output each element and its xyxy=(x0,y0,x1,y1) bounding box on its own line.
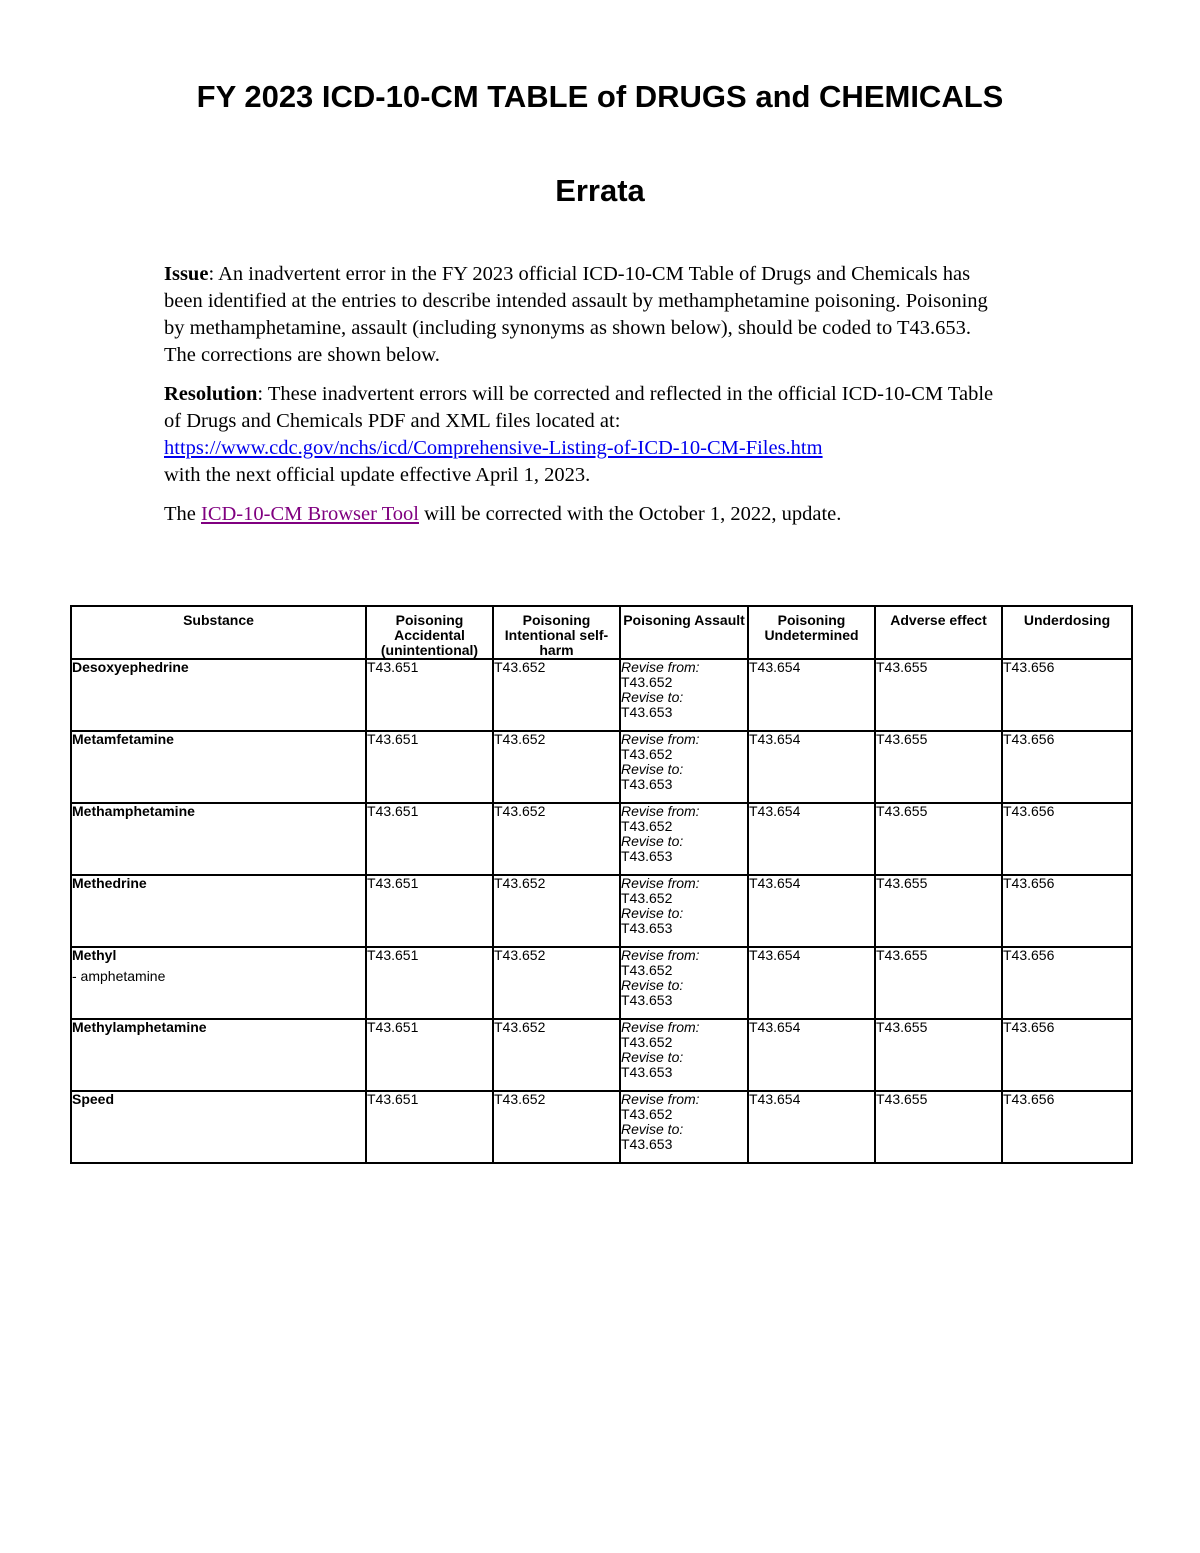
table-row xyxy=(71,1091,1132,1163)
revise-from-label: Revise from: xyxy=(621,1091,700,1107)
accidental-code: T43.651 xyxy=(366,731,493,803)
undetermined-code: T43.654 xyxy=(748,659,875,731)
header-undetermined: Poisoning Undetermined xyxy=(748,606,875,659)
table-header-row xyxy=(71,606,1132,659)
underdosing-code: T43.656 xyxy=(1002,1091,1132,1163)
substance-cell xyxy=(71,803,366,875)
revise-to-label: Revise to: xyxy=(621,905,684,921)
undetermined-code: T43.654 xyxy=(748,731,875,803)
browser-tool-link[interactable]: ICD-10-CM Browser Tool xyxy=(201,503,419,525)
assault-from-code: T43.652 xyxy=(621,962,673,978)
issue-paragraph xyxy=(164,261,1004,369)
assault-to-code: T43.653 xyxy=(621,704,673,720)
assault-to-code: T43.653 xyxy=(621,1064,673,1080)
undetermined-code: T43.654 xyxy=(748,1019,875,1091)
substance-cell xyxy=(71,947,366,1019)
header-accidental: Poisoning Accidental (unintentional) xyxy=(366,606,493,659)
adverse-effect-code: T43.655 xyxy=(875,1091,1002,1163)
header-substance: Substance xyxy=(71,606,366,659)
revise-to-label: Revise to: xyxy=(621,1049,684,1065)
accidental-code: T43.651 xyxy=(366,947,493,1019)
document-title: FY 2023 ICD-10-CM TABLE of DRUGS and CHEMICALS xyxy=(196,79,1004,114)
document-body xyxy=(164,261,1004,540)
revise-to-label: Revise to: xyxy=(621,761,684,777)
underdosing-code: T43.656 xyxy=(1002,659,1132,731)
adverse-effect-code: T43.655 xyxy=(875,875,1002,947)
assault-to-code: T43.653 xyxy=(621,776,673,792)
document-subtitle: Errata xyxy=(555,173,645,208)
assault-from-code: T43.652 xyxy=(621,746,673,762)
substance-cell xyxy=(71,731,366,803)
undetermined-code: T43.654 xyxy=(748,803,875,875)
table-row xyxy=(71,947,1132,1019)
assault-from-code: T43.652 xyxy=(621,674,673,690)
assault-revision-cell xyxy=(620,659,748,731)
resolution-paragraph xyxy=(164,381,1004,489)
browser-note-paragraph xyxy=(164,501,1004,528)
substance-cell xyxy=(71,1091,366,1163)
accidental-code: T43.651 xyxy=(366,1019,493,1091)
assault-to-code: T43.653 xyxy=(621,920,673,936)
substance-name: Methylamphetamine xyxy=(72,1019,207,1035)
table-row xyxy=(71,875,1132,947)
accidental-code: T43.651 xyxy=(366,803,493,875)
revise-from-label: Revise from: xyxy=(621,731,700,747)
table-row xyxy=(71,1019,1132,1091)
table-body xyxy=(71,659,1132,1163)
underdosing-code: T43.656 xyxy=(1002,947,1132,1019)
table-row xyxy=(71,659,1132,731)
revise-to-label: Revise to: xyxy=(621,977,684,993)
substance-name: Desoxyephedrine xyxy=(72,659,189,675)
adverse-effect-code: T43.655 xyxy=(875,659,1002,731)
issue-label: Issue xyxy=(164,263,209,285)
self-harm-code: T43.652 xyxy=(493,875,620,947)
header-adverse-effect: Adverse effect xyxy=(875,606,1002,659)
issue-text: : An inadvertent error in the FY 2023 official ICD-10-CM Table of Drugs and Chemicals has been identified at the entries to describe intended assault by methamphetamine poisoning. Poisoning by methamphetamine, assault (including synonyms as shown below), should be coded to T43.653. The corrections are shown below. xyxy=(164,263,988,366)
revise-from-label: Revise from: xyxy=(621,1019,700,1035)
assault-to-code: T43.653 xyxy=(621,992,673,1008)
undetermined-code: T43.654 xyxy=(748,1091,875,1163)
revise-from-label: Revise from: xyxy=(621,947,700,963)
adverse-effect-code: T43.655 xyxy=(875,803,1002,875)
self-harm-code: T43.652 xyxy=(493,659,620,731)
substance-name: Methyl xyxy=(72,947,117,963)
substance-name: Methamphetamine xyxy=(72,803,195,819)
browser-note-after: will be corrected with the October 1, 2022, update. xyxy=(418,503,842,525)
substance-cell xyxy=(71,659,366,731)
assault-from-code: T43.652 xyxy=(621,1106,673,1122)
self-harm-code: T43.652 xyxy=(493,947,620,1019)
accidental-code: T43.651 xyxy=(366,1091,493,1163)
cdc-files-link[interactable]: https://www.cdc.gov/nchs/icd/Comprehensive-Listing-of-ICD-10-CM-Files.htm xyxy=(164,437,823,459)
assault-from-code: T43.652 xyxy=(621,890,673,906)
adverse-effect-code: T43.655 xyxy=(875,731,1002,803)
underdosing-code: T43.656 xyxy=(1002,1019,1132,1091)
header-assault: Poisoning Assault xyxy=(620,606,748,659)
assault-from-code: T43.652 xyxy=(621,1034,673,1050)
resolution-text: : These inadvertent errors will be corrected and reflected in the official ICD-10-CM Table of Drugs and Chemicals PDF and XML files located at: xyxy=(164,383,994,432)
assault-revision-cell xyxy=(620,731,748,803)
accidental-code: T43.651 xyxy=(366,659,493,731)
resolution-text-after: with the next official update effective April 1, 2023. xyxy=(164,464,591,486)
substance-subterm: - amphetamine xyxy=(72,968,166,984)
substance-name: Metamfetamine xyxy=(72,731,174,747)
assault-revision-cell xyxy=(620,875,748,947)
assault-to-code: T43.653 xyxy=(621,1136,673,1152)
assault-revision-cell xyxy=(620,947,748,1019)
revise-from-label: Revise from: xyxy=(621,803,700,819)
browser-note-before: The xyxy=(164,503,201,525)
revise-from-label: Revise from: xyxy=(621,875,700,891)
revise-to-label: Revise to: xyxy=(621,833,684,849)
revise-to-label: Revise to: xyxy=(621,689,684,705)
substance-cell xyxy=(71,1019,366,1091)
header-self-harm: Poisoning Intentional self-harm xyxy=(493,606,620,659)
substance-name: Speed xyxy=(72,1091,115,1107)
adverse-effect-code: T43.655 xyxy=(875,947,1002,1019)
accidental-code: T43.651 xyxy=(366,875,493,947)
substance-cell xyxy=(71,875,366,947)
undetermined-code: T43.654 xyxy=(748,947,875,1019)
errata-table xyxy=(70,605,1133,1164)
self-harm-code: T43.652 xyxy=(493,803,620,875)
adverse-effect-code: T43.655 xyxy=(875,1019,1002,1091)
header-underdosing: Underdosing xyxy=(1002,606,1132,659)
assault-revision-cell xyxy=(620,1019,748,1091)
assault-from-code: T43.652 xyxy=(621,818,673,834)
self-harm-code: T43.652 xyxy=(493,731,620,803)
underdosing-code: T43.656 xyxy=(1002,731,1132,803)
revise-from-label: Revise from: xyxy=(621,659,700,675)
substance-name: Methedrine xyxy=(72,875,147,891)
assault-revision-cell xyxy=(620,803,748,875)
underdosing-code: T43.656 xyxy=(1002,803,1132,875)
self-harm-code: T43.652 xyxy=(493,1019,620,1091)
resolution-label: Resolution xyxy=(164,383,258,405)
self-harm-code: T43.652 xyxy=(493,1091,620,1163)
underdosing-code: T43.656 xyxy=(1002,875,1132,947)
undetermined-code: T43.654 xyxy=(748,875,875,947)
table-row xyxy=(71,731,1132,803)
table-row xyxy=(71,803,1132,875)
assault-revision-cell xyxy=(620,1091,748,1163)
revise-to-label: Revise to: xyxy=(621,1121,684,1137)
assault-to-code: T43.653 xyxy=(621,848,673,864)
